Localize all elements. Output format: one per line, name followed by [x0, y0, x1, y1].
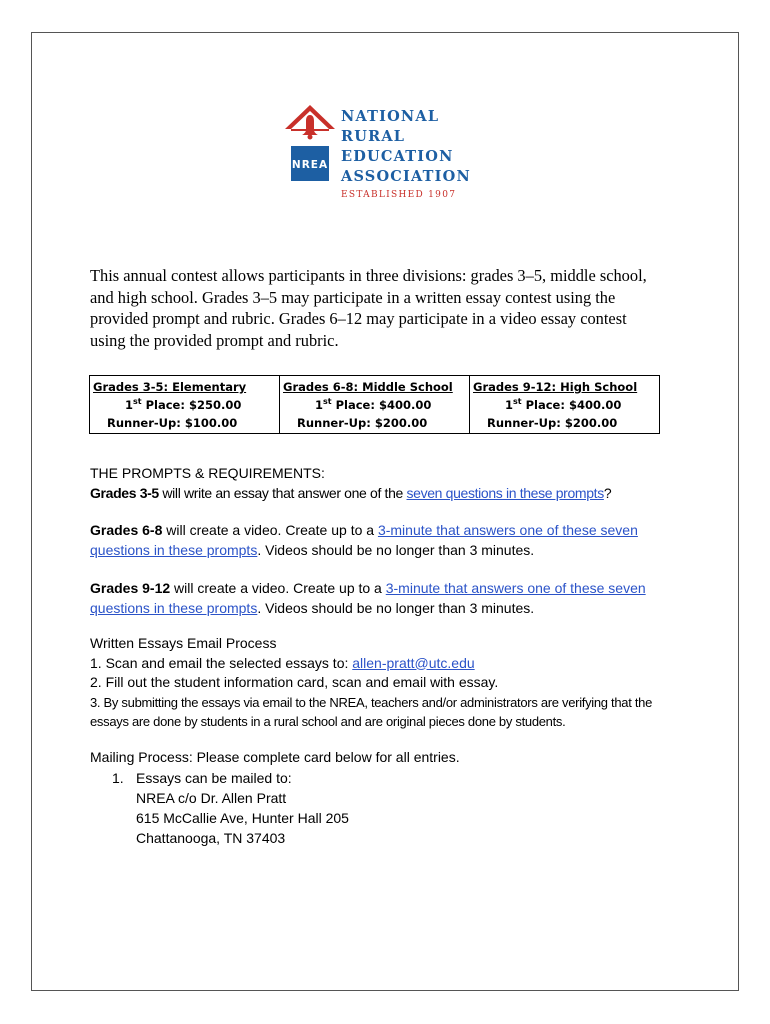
prompts-link[interactable]: 3-minute that answers one of these seven questions in these prompts	[90, 580, 646, 616]
prompts-section	[90, 464, 680, 503]
prompt-grades-6-8: Grades 6-8 will create a video. Create up to a 3-minute that answers one of these seven questions in these prompts. Videos should be no longer than 3 minutes.	[90, 522, 638, 558]
svg-text:NREA: NREA	[291, 159, 329, 171]
prompt-grades-9-12: Grades 9-12 will create a video. Create up to a 3-minute that answers one of these seven questions in these prompts. Videos should be no longer than 3 minutes.	[90, 580, 646, 616]
prompts-link[interactable]: 3-minute that answers one of these seven questions in these prompts	[90, 522, 638, 558]
email-process-section	[90, 634, 680, 732]
mailing-item: 1. Essays can be mailed to:	[112, 770, 292, 786]
schoolhouse-bell-icon	[284, 103, 336, 183]
prompts-link[interactable]: seven questions in these prompts	[406, 484, 604, 501]
mailing-heading: Mailing Process: Please complete card below for all entries.	[90, 749, 460, 765]
email-process-heading: Written Essays Email Process	[90, 635, 277, 651]
address-line: 615 McCallie Ave, Hunter Hall 205	[136, 810, 349, 826]
prize-column-high: Grades 9-12: High School 1st Place: $400.00 Runner-Up: $200.00	[470, 376, 660, 434]
prize-column-elementary: Grades 3-5: Elementary 1st Place: $250.00 Runner-Up: $100.00	[90, 376, 280, 434]
email-step-2: 2. Fill out the student information card, scan and email with essay.	[90, 674, 499, 690]
mailing-list	[112, 768, 349, 848]
email-step-3: 3. By submitting the essays via email to the NREA, teachers and/or administrators are verifying that the essays are done by students in a rural school and are original pieces done by students.	[90, 694, 653, 729]
prize-table	[89, 375, 660, 434]
intro-paragraph: This annual contest allows participants in three divisions: grades 3–5, middle school, and high school. Grades 3–5 may participate in a written essay contest using the provided prompt and rubric. Grades 6–12 may participate in a video essay contest using the provided prompt and rubric.	[90, 266, 647, 350]
prompts-heading: THE PROMPTS & REQUIREMENTS:	[90, 465, 325, 481]
email-link[interactable]: allen-pratt@utc.edu	[352, 654, 475, 671]
organization-name: NATIONAL RURAL EDUCATION ASSOCIATION	[341, 108, 471, 185]
address-line: Chattanooga, TN 37403	[136, 830, 286, 846]
established-line: ESTABLISHED 1907	[341, 190, 457, 200]
email-step-1: 1. Scan and email the selected essays to: allen-pratt@utc.edu	[90, 654, 475, 671]
prompt-grades-3-5: Grades 3-5 will write an essay that answer one of the seven questions in these prompts?	[90, 484, 612, 501]
address-line: NREA c/o Dr. Allen Pratt	[136, 790, 287, 806]
prize-column-middle: Grades 6-8: Middle School 1st Place: $400.00 Runner-Up: $200.00	[280, 376, 470, 434]
